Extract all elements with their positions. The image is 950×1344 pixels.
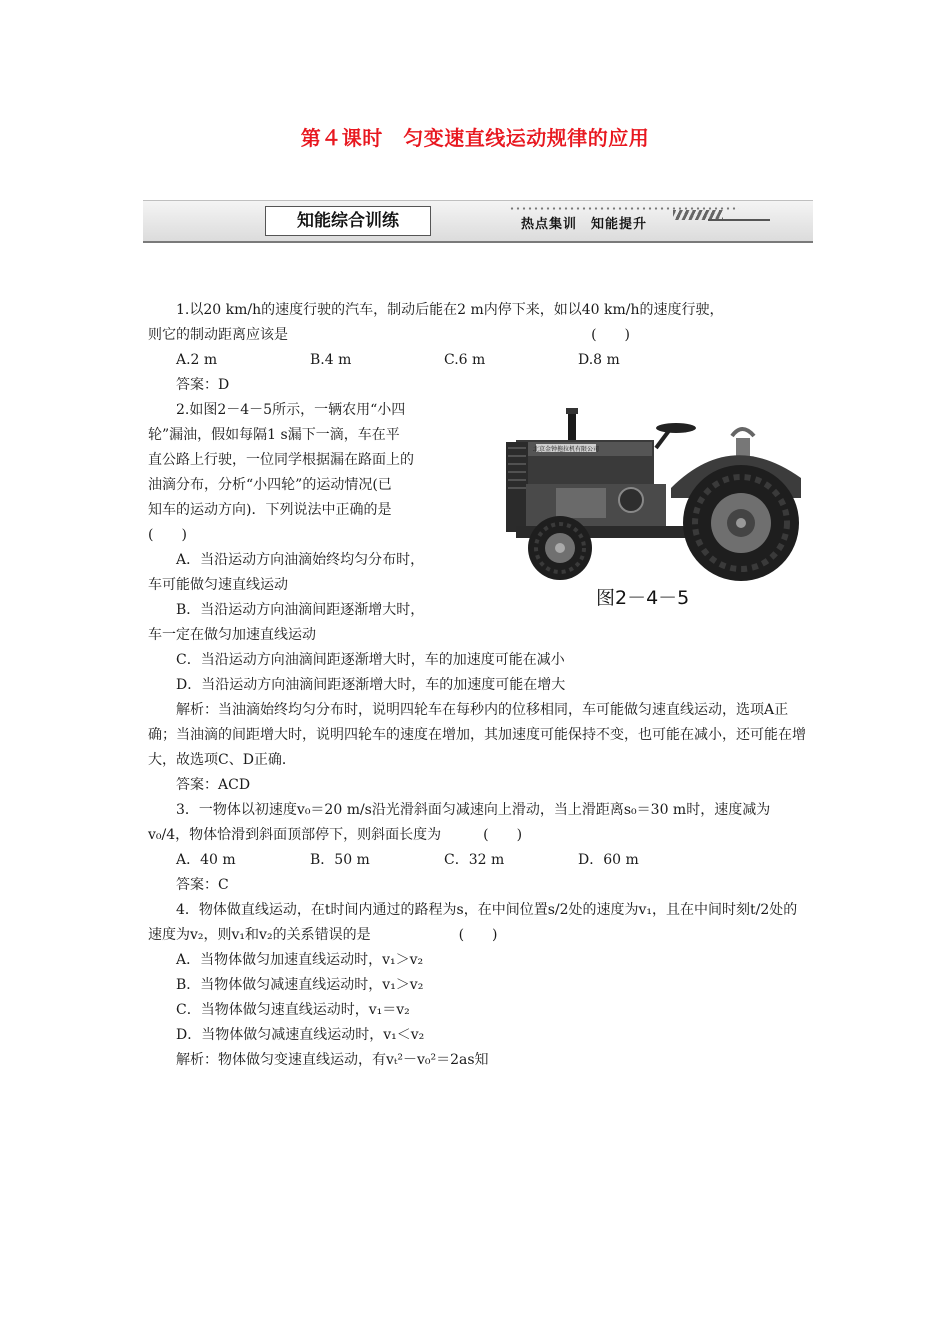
page-title: 第４课时 匀变速直线运动规律的应用 (300, 126, 650, 150)
q3-stem (148, 798, 810, 848)
q1-option-d: D.8 m (578, 352, 620, 368)
q2-option-b-cont: 车一定在做匀加速直线运动 (148, 627, 316, 643)
q1-options (148, 348, 810, 373)
q2-stem (148, 398, 468, 648)
q2-option-b: B．当沿运动方向油滴间距逐渐增大时， (176, 602, 425, 618)
q3-option-b: B．50 m (310, 852, 370, 868)
q3-option-d: D．60 m (578, 852, 639, 868)
q3-options (148, 848, 810, 873)
tractor-image (496, 408, 810, 583)
q1-stem-line1: 1.以20 km/h的速度行驶的汽车，制动后能在2 m内停下来，如以40 km/h的速度行驶， (176, 302, 724, 318)
q4-option-d: D．当物体做匀减速直线运动时，v₁＜v₂ (176, 1027, 425, 1043)
q1-option-b: B.4 m (310, 352, 352, 368)
q2-answer: 答案：ACD (176, 777, 251, 793)
q4-option-b: B．当物体做匀减速直线运动时，v₁＞v₂ (176, 977, 424, 993)
q4-stem-text: 4．物体做直线运动，在t时间内通过的路程为s，在中间位置s/2处的速度为v₁，且在中间时刻t/2处的速度为v₂，则v₁和v₂的关系错误的是 (148, 902, 798, 943)
q2-stem-line: 2.如图2－4－5所示，一辆农用“小四 (176, 402, 406, 418)
q1-option-c: C.6 m (444, 352, 486, 368)
banner-tab-label: 知能综合训练 (265, 206, 431, 236)
q2-option-a: A．当沿运动方向油滴始终均匀分布时， (176, 552, 425, 568)
q4-option-a: A．当物体做匀加速直线运动时，v₁＞v₂ (176, 952, 424, 968)
q1-answer-paren: ( ) (591, 327, 630, 343)
q3-answer: 答案：C (176, 877, 229, 893)
q2-answer-paren: ( ) (148, 527, 187, 543)
q1-stem-text: 则它的制动距离应该是 (148, 327, 288, 343)
q3-answer-paren: ( ) (483, 827, 523, 843)
q1-option-a: A.2 m (176, 352, 218, 368)
q1-stem-line2 (148, 323, 810, 348)
q4-analysis: 解析：物体做匀变速直线运动，有vₜ²－v₀²＝2as知 (176, 1052, 489, 1068)
q2-option-a-cont: 车可能做匀速直线运动 (148, 577, 288, 593)
figure-caption: 图2－4－5 (596, 587, 690, 609)
section-banner (143, 200, 813, 243)
q2-stem-line: 油滴分布，分析“小四轮”的运动情况(已 (148, 477, 392, 493)
q2-stem-line: 直公路上行驶，一位同学根据漏在路面上的 (148, 452, 414, 468)
q2-option-d: D．当沿运动方向油滴间距逐渐增大时，车的加速度可能在增大 (176, 677, 566, 693)
q4-option-c: C．当物体做匀速直线运动时，v₁＝v₂ (176, 1002, 410, 1018)
q2-stem-line: 轮”漏油，假如每隔1 s漏下一滴，车在平 (148, 427, 400, 443)
q4-answer-paren: ( ) (458, 927, 498, 943)
banner-subtitle: 热点集训 知能提升 (521, 217, 648, 232)
q2-option-c: C．当沿运动方向油滴间距逐渐增大时，车的加速度可能在减小 (176, 652, 565, 668)
q1-answer: 答案：D (176, 377, 230, 393)
tractor-figure (496, 408, 810, 608)
q2-analysis: 解析：当油滴始终均匀分布时，说明四轮车在每秒内的位移相同，车可能做匀速直线运动，选项A正确；当油滴的间距增大时，说明四轮车的速度在增加，其加速度可能保持不变，也可能在减小，还可能在增大，故选项C、D正确． (148, 702, 806, 768)
q3-option-c: C．32 m (444, 852, 505, 868)
q4-stem (148, 898, 810, 948)
banner-rule (708, 219, 770, 221)
q2-stem-line: 知车的运动方向)．下列说法中正确的是 (148, 502, 392, 518)
q3-option-a: A．40 m (176, 852, 236, 868)
tractor-plate: 北京金钟拖拉机有限公司 (532, 446, 600, 453)
q3-stem-text: 3．一物体以初速度v₀＝20 m/s沿光滑斜面匀减速向上滑动，当上滑距离s₀＝30 m时，速度减为v₀/4，物体恰滑到斜面顶部停下，则斜面长度为 (148, 802, 771, 843)
